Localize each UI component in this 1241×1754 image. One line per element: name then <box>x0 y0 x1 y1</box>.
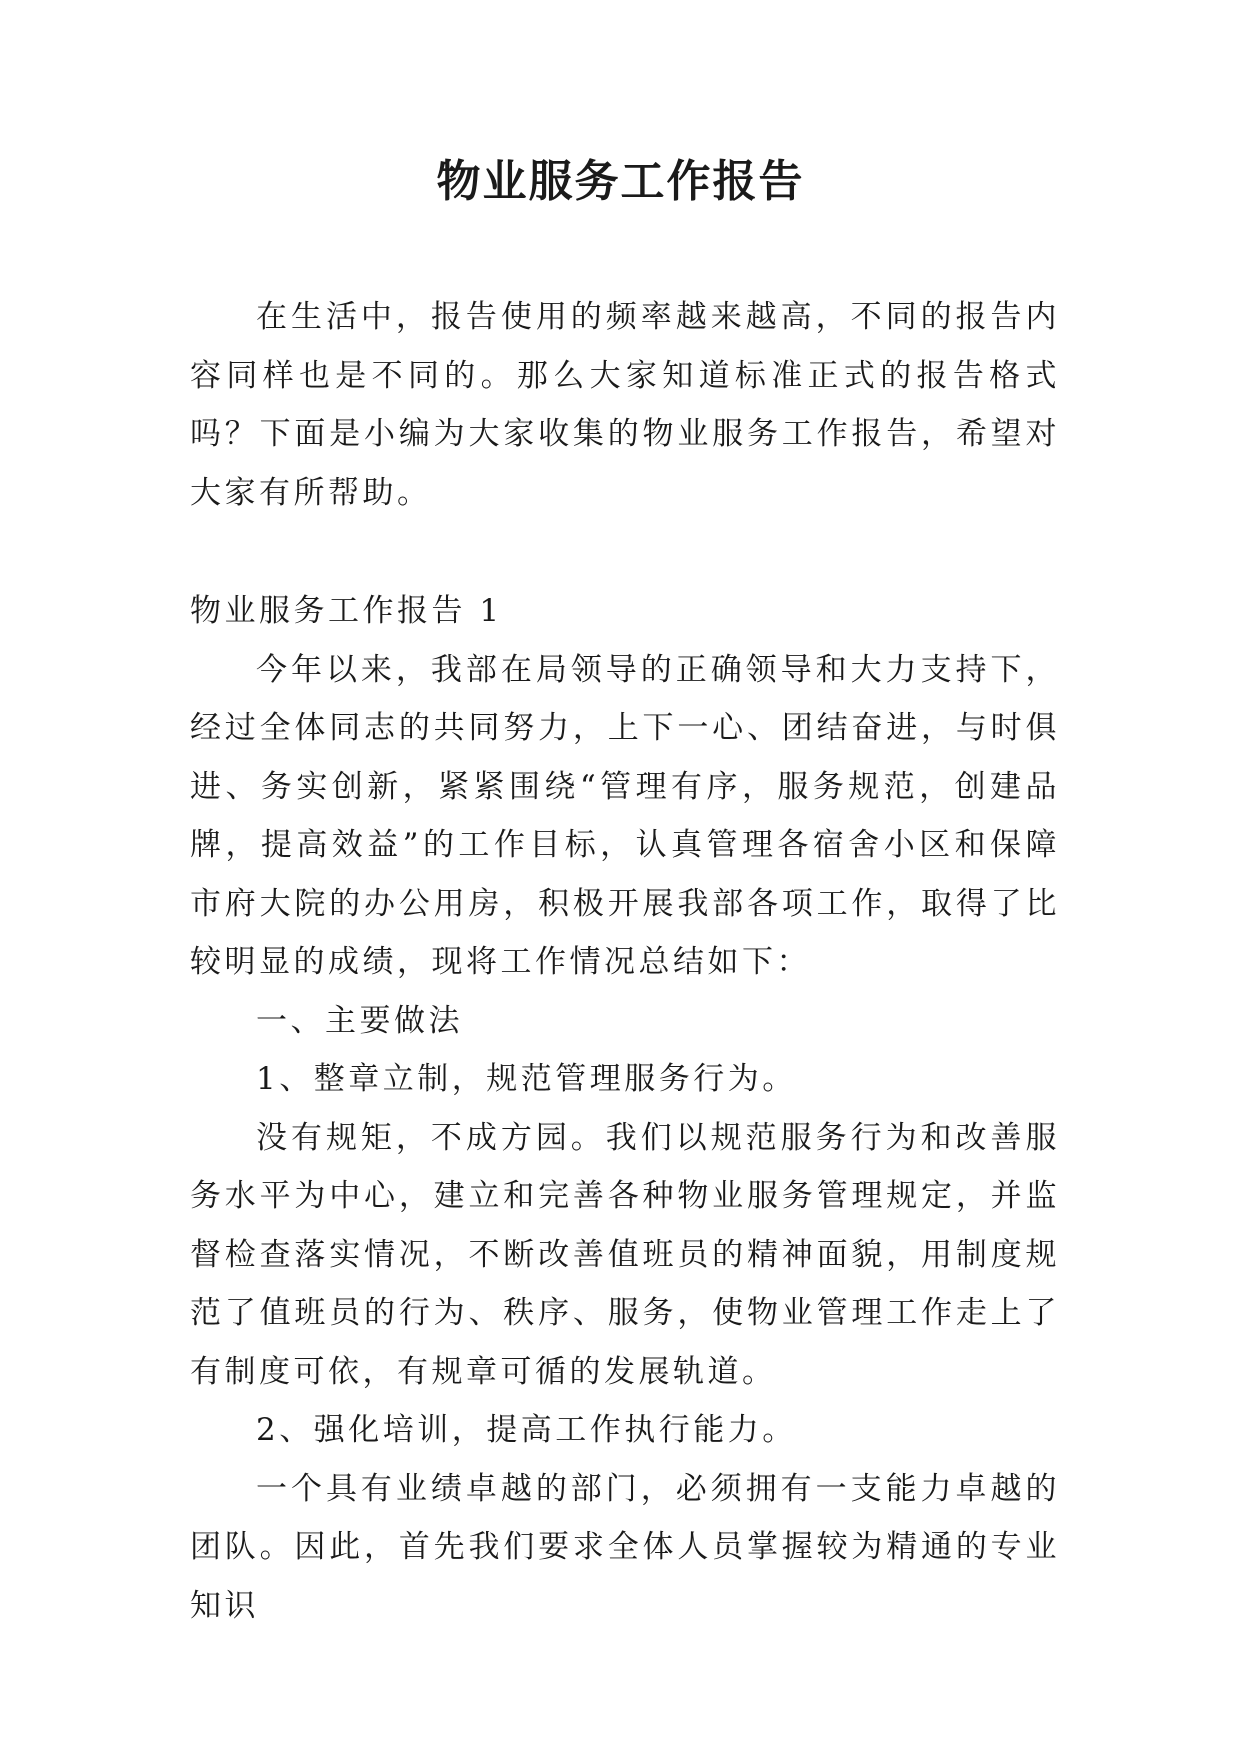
body-paragraph: 今年以来，我部在局领导的正确领导和大力支持下，经过全体同志的共同努力，上下一心、团结奋进，与时俱进、务实创新，紧紧围绕“管理有序，服务规范，创建品牌，提高效益”的工作目标，认真管理各宿舍小区和保障市府大院的办公用房，积极开展我部各项工作，取得了比较明显的成绩，现将工作情况总结如下： <box>190 651 1060 980</box>
intro-paragraph: 在生活中，报告使用的频率越来越高，不同的报告内容同样也是不同的。那么大家知道标准正式的报告格式吗？下面是小编为大家收集的物业服务工作报告，希望对大家有所帮助。 <box>190 299 1060 511</box>
section-title: 物业服务工作报告 1 <box>190 593 503 629</box>
body-paragraph: 一个具有业绩卓越的部门，必须拥有一支能力卓越的团队。因此，首先我们要求全体人员掌握较为精通的专业知识 <box>190 1470 1060 1624</box>
subheading-main-practices: 一、主要做法 <box>256 1002 463 1039</box>
document-title: 物业服务工作报告 <box>436 156 805 207</box>
document-body <box>190 288 1060 1635</box>
subheading-item-1: 1、整章立制，规范管理服务行为。 <box>256 1061 797 1097</box>
subheading-item-2: 2、强化培训，提高工作执行能力。 <box>256 1412 797 1448</box>
body-paragraph: 没有规矩，不成方园。我们以规范服务行为和改善服务水平为中心，建立和完善各种物业服务管理规定，并监督检查落实情况，不断改善值班员的精神面貌，用制度规范了值班员的行为、秩序、服务，使物业管理工作走上了有制度可依，有规章可循的发展轨道。 <box>190 1119 1060 1390</box>
section-spacer <box>190 522 1060 582</box>
